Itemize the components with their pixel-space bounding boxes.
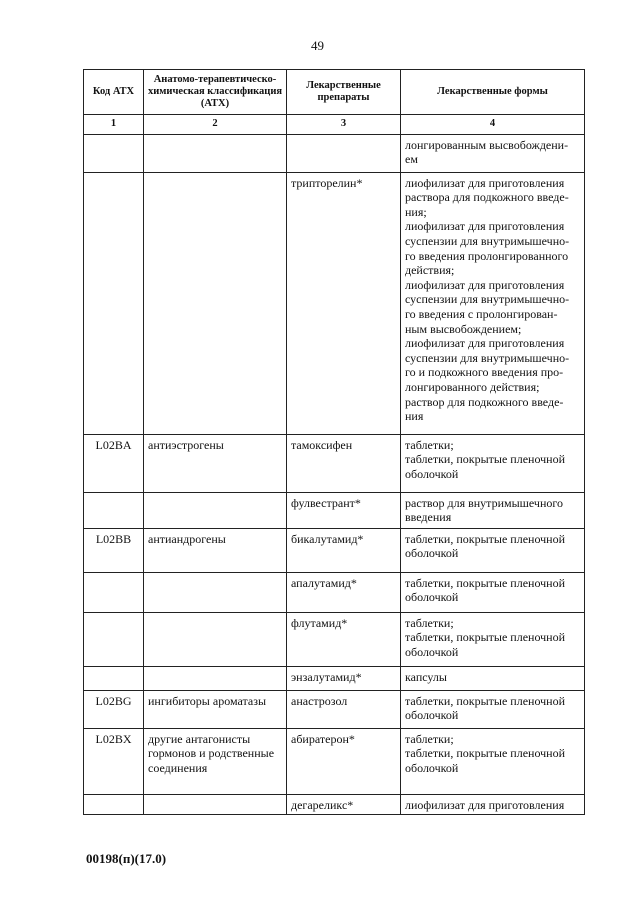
form-line: таблетки, покрытые пленочной [405, 693, 566, 708]
form-line: го введения пролонгированного [405, 248, 569, 263]
atc-code-cell: L02BB [84, 528, 144, 572]
table-row [84, 572, 585, 612]
form-line: лиофилизат для приготовления [405, 277, 565, 292]
classification-cell [144, 572, 287, 612]
column-number: 3 [287, 115, 401, 135]
classification-cell [144, 666, 287, 690]
drug-cell: дегареликс* [287, 794, 401, 815]
atc-code-cell [84, 172, 144, 434]
form-line: раствора для подкожного введе- [405, 190, 569, 205]
table-row [84, 528, 585, 572]
header-row [84, 70, 585, 115]
form-line: ния; [405, 204, 427, 219]
header-classification: Анатомо-терапевтическо-химическая классификация (АТХ) [144, 70, 287, 115]
classification-cell: другие антагонисты гормонов и родственные соединения [144, 728, 287, 794]
table-row [84, 134, 585, 172]
form-line: го введения с пролонгирован- [405, 306, 558, 321]
atc-code-cell: L02BG [84, 690, 144, 728]
form-line: суспензии для внутримышечно- [405, 292, 570, 307]
classification-cell [144, 794, 287, 815]
form-line: действия; [405, 263, 455, 278]
column-number-row [84, 115, 585, 135]
form-line: оболочкой [405, 708, 459, 723]
table-row [84, 492, 585, 528]
drug-cell: апалутамид* [287, 572, 401, 612]
drug-cell: абиратерон* [287, 728, 401, 794]
atc-code-cell [84, 134, 144, 172]
table-row [84, 690, 585, 728]
form-line: таблетки; [405, 437, 454, 452]
form-line: таблетки; [405, 731, 454, 746]
form-line: капсулы [405, 669, 447, 684]
header-drugs: Лекарственные препараты [287, 70, 401, 115]
form-line: таблетки, покрытые пленочной [405, 746, 566, 761]
form-line: оболочкой [405, 760, 459, 775]
form-line: оболочкой [405, 590, 459, 605]
table-row [84, 612, 585, 666]
atc-code-cell: L02BX [84, 728, 144, 794]
atc-code-cell [84, 612, 144, 666]
form-line: оболочкой [405, 644, 459, 659]
header-code: Код АТХ [84, 70, 144, 115]
drug-cell [287, 134, 401, 172]
drug-cell: фулвестрант* [287, 492, 401, 528]
form-line: ным высвобождением; [405, 321, 522, 336]
forms-cell [401, 528, 585, 572]
forms-cell [401, 172, 585, 434]
drug-cell: энзалутамид* [287, 666, 401, 690]
atc-code-cell: L02BA [84, 434, 144, 492]
form-line: лиофилизат для приготовления [405, 797, 565, 812]
table-row [84, 794, 585, 815]
drug-cell: флутамид* [287, 612, 401, 666]
drug-cell: анастрозол [287, 690, 401, 728]
forms-cell [401, 666, 585, 690]
forms-cell [401, 134, 585, 172]
atc-code-cell [84, 794, 144, 815]
form-line: введения [405, 510, 452, 525]
form-line: лонгированным высвобождени- [405, 137, 569, 152]
forms-cell [401, 794, 585, 815]
classification-cell: антиэстрогены [144, 434, 287, 492]
table-row [84, 728, 585, 794]
form-line: лонгированного действия; [405, 379, 540, 394]
form-line: таблетки, покрытые пленочной [405, 630, 566, 645]
form-line: суспензии для внутримышечно- [405, 350, 570, 365]
atc-code-cell [84, 572, 144, 612]
form-line: оболочкой [405, 466, 459, 481]
atc-code-cell [84, 666, 144, 690]
form-line: таблетки, покрытые пленочной [405, 575, 566, 590]
form-line: суспензии для внутримышечно- [405, 233, 570, 248]
form-line: раствор для подкожного введе- [405, 394, 564, 409]
form-line: оболочкой [405, 546, 459, 561]
forms-cell [401, 690, 585, 728]
classification-cell [144, 172, 287, 434]
column-number: 1 [84, 115, 144, 135]
form-line: лиофилизат для приготовления [405, 219, 565, 234]
classification-cell: антиандрогены [144, 528, 287, 572]
atc-drug-table [83, 69, 585, 815]
drug-cell: бикалутамид* [287, 528, 401, 572]
column-number: 2 [144, 115, 287, 135]
atc-code-cell [84, 492, 144, 528]
classification-cell [144, 612, 287, 666]
form-line: лиофилизат для приготовления [405, 175, 565, 190]
document-footer-code: 00198(п)(17.0) [86, 851, 167, 866]
form-line: таблетки, покрытые пленочной [405, 452, 566, 467]
form-line: ния [405, 409, 424, 424]
table-row [84, 666, 585, 690]
forms-cell [401, 434, 585, 492]
form-line: таблетки; [405, 615, 454, 630]
page-number: 49 [311, 38, 324, 53]
table-row [84, 172, 585, 434]
form-line: ем [405, 152, 418, 167]
column-number: 4 [401, 115, 585, 135]
form-line: таблетки, покрытые пленочной [405, 531, 566, 546]
form-line: раствор для внутримышечного [405, 495, 563, 510]
forms-cell [401, 728, 585, 794]
classification-cell [144, 134, 287, 172]
classification-cell: ингибиторы ароматазы [144, 690, 287, 728]
form-line: го и подкожного введения про- [405, 365, 564, 380]
form-line: лиофилизат для приготовления [405, 336, 565, 351]
forms-cell [401, 492, 585, 528]
header-forms: Лекарственные формы [401, 70, 585, 115]
table-row [84, 434, 585, 492]
forms-cell [401, 612, 585, 666]
drug-cell: трипторелин* [287, 172, 401, 434]
drug-cell: тамоксифен [287, 434, 401, 492]
forms-cell [401, 572, 585, 612]
classification-cell [144, 492, 287, 528]
